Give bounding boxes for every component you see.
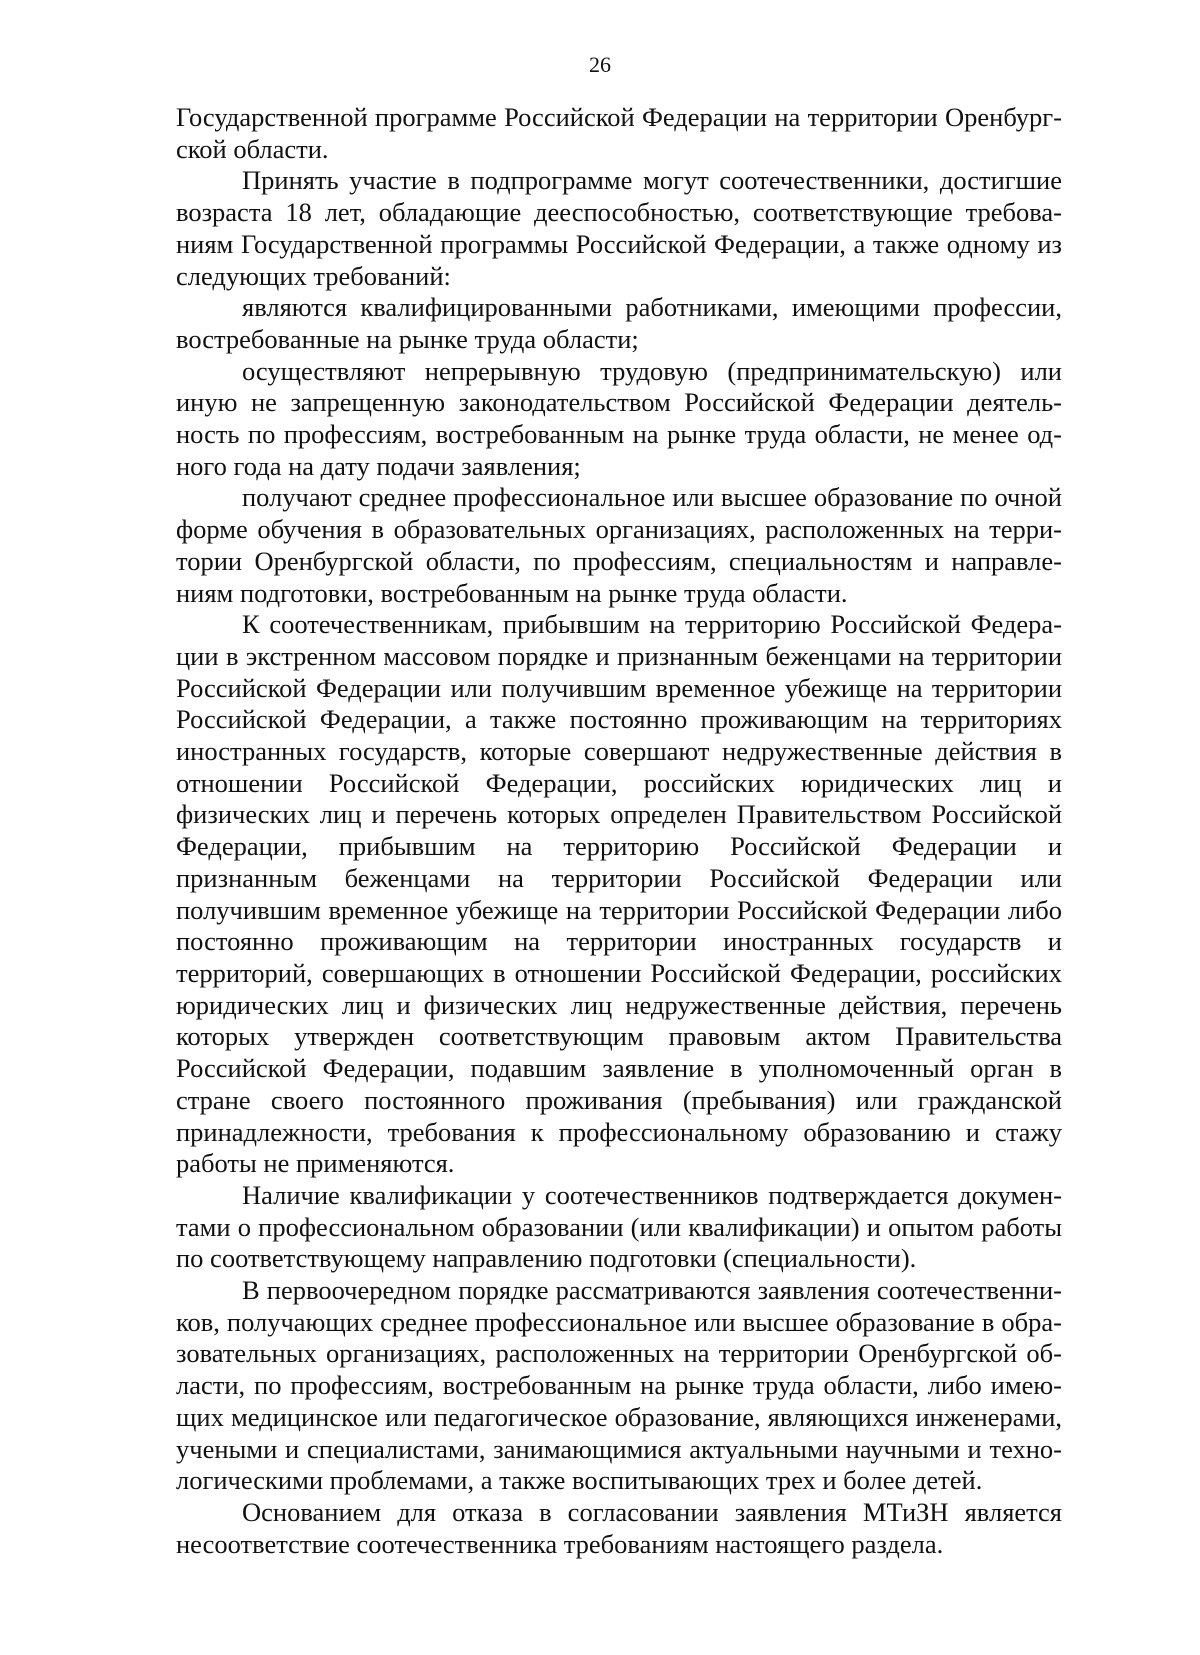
page-number: 26 [589, 52, 611, 77]
paragraph-eligibility-intro: Принять участие в подпрограмме могут соотечественники, достигшие возраста 18 лет, обладающие дееспособностью, соответствующие требованиям Государственной программы Российской Федерации, а также одному из следующих требований: [176, 165, 1062, 291]
paragraph-refusal-grounds: Основанием для отказа в согласовании заявления МТиЗН является несоответствие соотечественника требованиям настоящего раздела. [176, 1496, 1062, 1559]
paragraph-refugees-exemption: К соотечественникам, прибывшим на территорию Российской Федерации в экстренном массовом порядке и признанным беженцами на территории Российской Федерации или получившим временное убежище на территории Российской Федерации, а также постоянно проживающим на территориях иностранных государств, которые совершают недружественные действия в отношении Российской Федерации, российских юридических лиц и физических лиц и перечень которых определен Правительством Российской Федерации, прибывшим на территорию Российской Федерации и признанным беженцами на территории Российской Федерации или получившим временное убежище на территории Российской Федерации либо постоянно проживающим на территории иностранных государств и территорий, совершающих в отношении Российской Федерации, российских юридических лиц и физических лиц недружественные действия, перечень которых утвержден соответствующим правовым актом Правительства Российской Федерации, подавшим заявление в уполномоченный орган в стране своего постоянного проживания (пребывания) или гражданской принадлежности, требования к профессиональному образованию и стажу работы не применяются. [176, 609, 1062, 1179]
paragraph-requirement-education: получают среднее профессиональное или высшее образование по очной форме обучения в образовательных организациях, расположенных на территории Оренбургской области, по профессиям, специальностям и направлениям подготовки, востребованным на рынке труда области. [176, 482, 1062, 608]
paragraph-qualification-proof: Наличие квалификации у соотечественников подтверждается документами о профессиональном образовании (или квалификации) и опытом работы по соответствующему направлению подготовки (специальности). [176, 1179, 1062, 1274]
paragraph-requirement-experience: осуществляют непрерывную трудовую (предпринимательскую) или иную не запрещенную законодательством Российской Федерации деятельность по профессиям, востребованным на рынке труда области, не менее одного года на дату подачи заявления; [176, 355, 1062, 481]
paragraph-priority-consideration: В первоочередном порядке рассматриваются заявления соотечественников, получающих среднее профессиональное или высшее образование в образовательных организациях, расположенных на территории Оренбургской области, по профессиям, востребованным на рынке труда области, либо имеющих медицинское или педагогическое образование, являющихся инженерами, учеными и специалистами, занимающимися актуальными научными и технологическими проблемами, а также воспитывающих трех и более детей. [176, 1275, 1062, 1496]
document-body [176, 102, 1062, 1560]
paragraph-continuation: Государственной программе Российской Федерации на территории Оренбургской области. [176, 102, 1062, 164]
paragraph-requirement-qualified: являются квалифицированными работниками, имеющими профессии, востребованные на рынке труда области; [176, 292, 1062, 354]
